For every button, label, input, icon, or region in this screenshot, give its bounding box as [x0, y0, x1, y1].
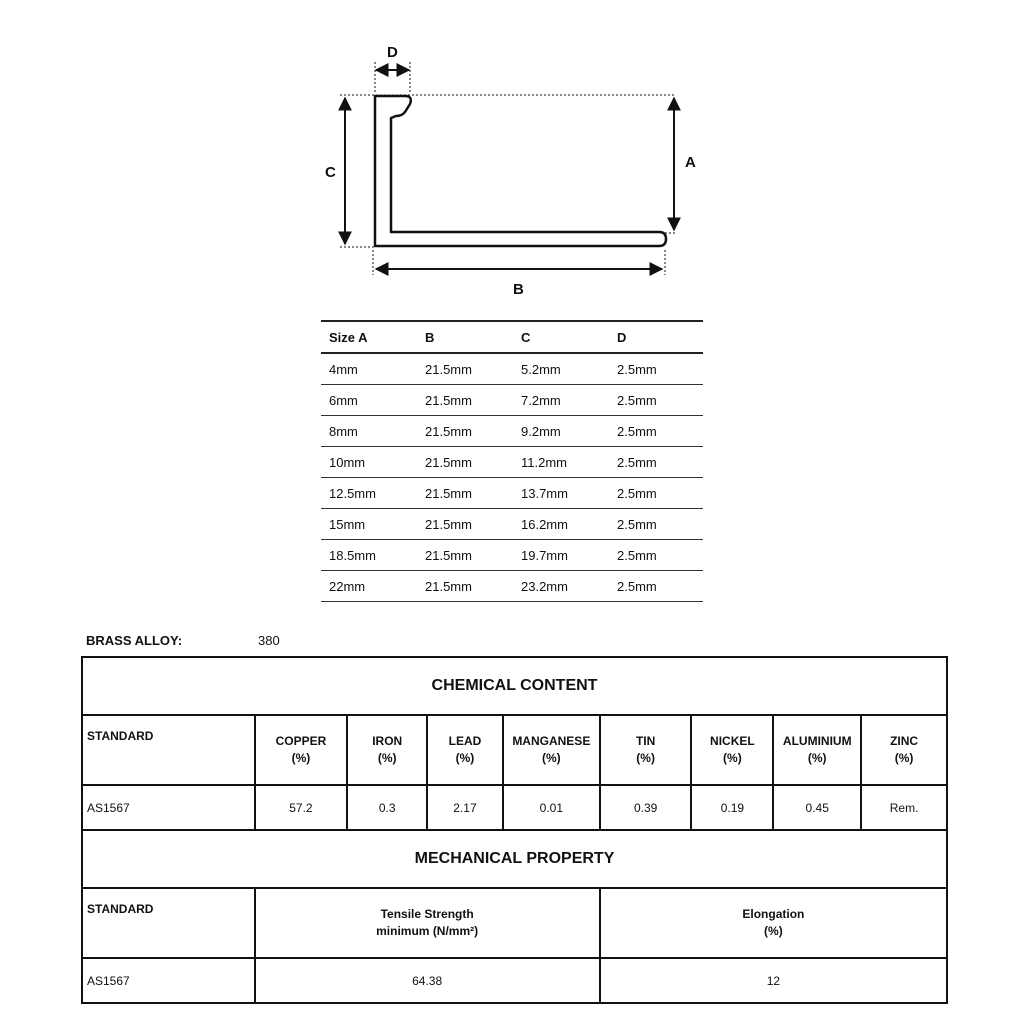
column-unit: (%) [723, 751, 742, 765]
dimension-arrows [345, 70, 674, 269]
table-row [321, 447, 703, 478]
column-name: IRON [372, 734, 403, 748]
cell-size-a: 4mm [321, 353, 417, 385]
cell-c: 11.2mm [513, 447, 609, 478]
column-name: ALUMINIUM [782, 734, 852, 748]
alloy-value: 380 [258, 633, 280, 648]
cell-c: 19.7mm [513, 540, 609, 571]
nickel-header [691, 715, 773, 785]
chemical-value-row [82, 785, 947, 830]
cell-size-a: 6mm [321, 385, 417, 416]
tin-value: 0.39 [600, 785, 692, 830]
column-name: COPPER [275, 734, 327, 748]
cell-b: 21.5mm [417, 353, 513, 385]
cell-size-a: 15mm [321, 509, 417, 540]
elongation-unit: (%) [764, 924, 783, 938]
chemical-content-title: CHEMICAL CONTENT [82, 657, 947, 715]
cell-c: 13.7mm [513, 478, 609, 509]
zinc-value: Rem. [861, 785, 947, 830]
cell-b: 21.5mm [417, 416, 513, 447]
iron-header [347, 715, 427, 785]
cell-d: 2.5mm [609, 385, 703, 416]
tensile-unit: minimum (N/mm²) [376, 924, 479, 938]
table-row [321, 353, 703, 385]
column-name: NICKEL [710, 734, 755, 748]
cell-size-a: 10mm [321, 447, 417, 478]
mechanical-value-row [82, 958, 947, 1003]
cell-b: 21.5mm [417, 447, 513, 478]
cell-d: 2.5mm [609, 571, 703, 602]
cell-c: 7.2mm [513, 385, 609, 416]
copper-value: 57.2 [255, 785, 348, 830]
tensile-strength-header [255, 888, 600, 958]
size-table [321, 320, 703, 602]
column-name: ZINC [890, 734, 919, 748]
chemical-standard-header: STANDARD [82, 715, 255, 785]
cell-c: 23.2mm [513, 571, 609, 602]
table-row [321, 385, 703, 416]
header-b: B [417, 321, 513, 353]
dim-label-c: C [325, 164, 336, 181]
dim-label-b: B [513, 281, 524, 298]
profile-diagram [0, 0, 1024, 310]
cell-d: 2.5mm [609, 353, 703, 385]
column-unit: (%) [377, 751, 397, 765]
cell-b: 21.5mm [417, 540, 513, 571]
header-d: D [609, 321, 703, 353]
cell-c: 9.2mm [513, 416, 609, 447]
profile-shape [375, 96, 666, 246]
header-size-a: Size A [321, 321, 417, 353]
dim-label-d: D [387, 44, 398, 61]
column-name: MANGANESE [512, 734, 591, 748]
iron-value: 0.3 [347, 785, 427, 830]
mechanical-standard-value: AS1567 [82, 958, 255, 1003]
column-unit: (%) [455, 751, 475, 765]
column-unit: (%) [636, 751, 655, 765]
column-name: LEAD [448, 734, 482, 748]
cell-c: 16.2mm [513, 509, 609, 540]
mechanical-header-row [82, 888, 947, 958]
dim-label-a: A [685, 154, 696, 171]
table-row [321, 540, 703, 571]
cell-d: 2.5mm [609, 416, 703, 447]
cell-d: 2.5mm [609, 540, 703, 571]
column-unit: (%) [894, 751, 914, 765]
alloy-label: BRASS ALLOY: [86, 633, 183, 648]
size-table-header [321, 321, 703, 353]
cell-d: 2.5mm [609, 478, 703, 509]
copper-header [255, 715, 348, 785]
cell-size-a: 12.5mm [321, 478, 417, 509]
table-row [321, 571, 703, 602]
cell-size-a: 8mm [321, 416, 417, 447]
cell-b: 21.5mm [417, 571, 513, 602]
tin-header [600, 715, 692, 785]
cell-b: 21.5mm [417, 478, 513, 509]
aluminium-header [773, 715, 861, 785]
cell-b: 21.5mm [417, 509, 513, 540]
cell-c: 5.2mm [513, 353, 609, 385]
nickel-value: 0.19 [691, 785, 773, 830]
chemical-standard-value: AS1567 [82, 785, 255, 830]
elongation-value: 12 [600, 958, 947, 1003]
mechanical-property-title: MECHANICAL PROPERTY [82, 830, 947, 888]
table-row [321, 416, 703, 447]
cell-d: 2.5mm [609, 447, 703, 478]
aluminium-value: 0.45 [773, 785, 861, 830]
elongation-label: Elongation [742, 907, 805, 921]
manganese-header [503, 715, 600, 785]
column-unit: (%) [541, 751, 561, 765]
column-unit: (%) [807, 751, 827, 765]
lead-header [427, 715, 503, 785]
cell-size-a: 22mm [321, 571, 417, 602]
cell-d: 2.5mm [609, 509, 703, 540]
header-c: C [513, 321, 609, 353]
cell-b: 21.5mm [417, 385, 513, 416]
manganese-value: 0.01 [503, 785, 600, 830]
column-name: TIN [635, 734, 656, 748]
mechanical-standard-header: STANDARD [82, 888, 255, 958]
table-row [321, 478, 703, 509]
cell-size-a: 18.5mm [321, 540, 417, 571]
elongation-header [600, 888, 947, 958]
zinc-header [861, 715, 947, 785]
chemical-header-row [82, 715, 947, 785]
lead-value: 2.17 [427, 785, 503, 830]
tensile-label: Tensile Strength [380, 907, 474, 921]
column-unit: (%) [291, 751, 311, 765]
properties-table [81, 656, 948, 1004]
table-row [321, 509, 703, 540]
tensile-strength-value: 64.38 [255, 958, 600, 1003]
